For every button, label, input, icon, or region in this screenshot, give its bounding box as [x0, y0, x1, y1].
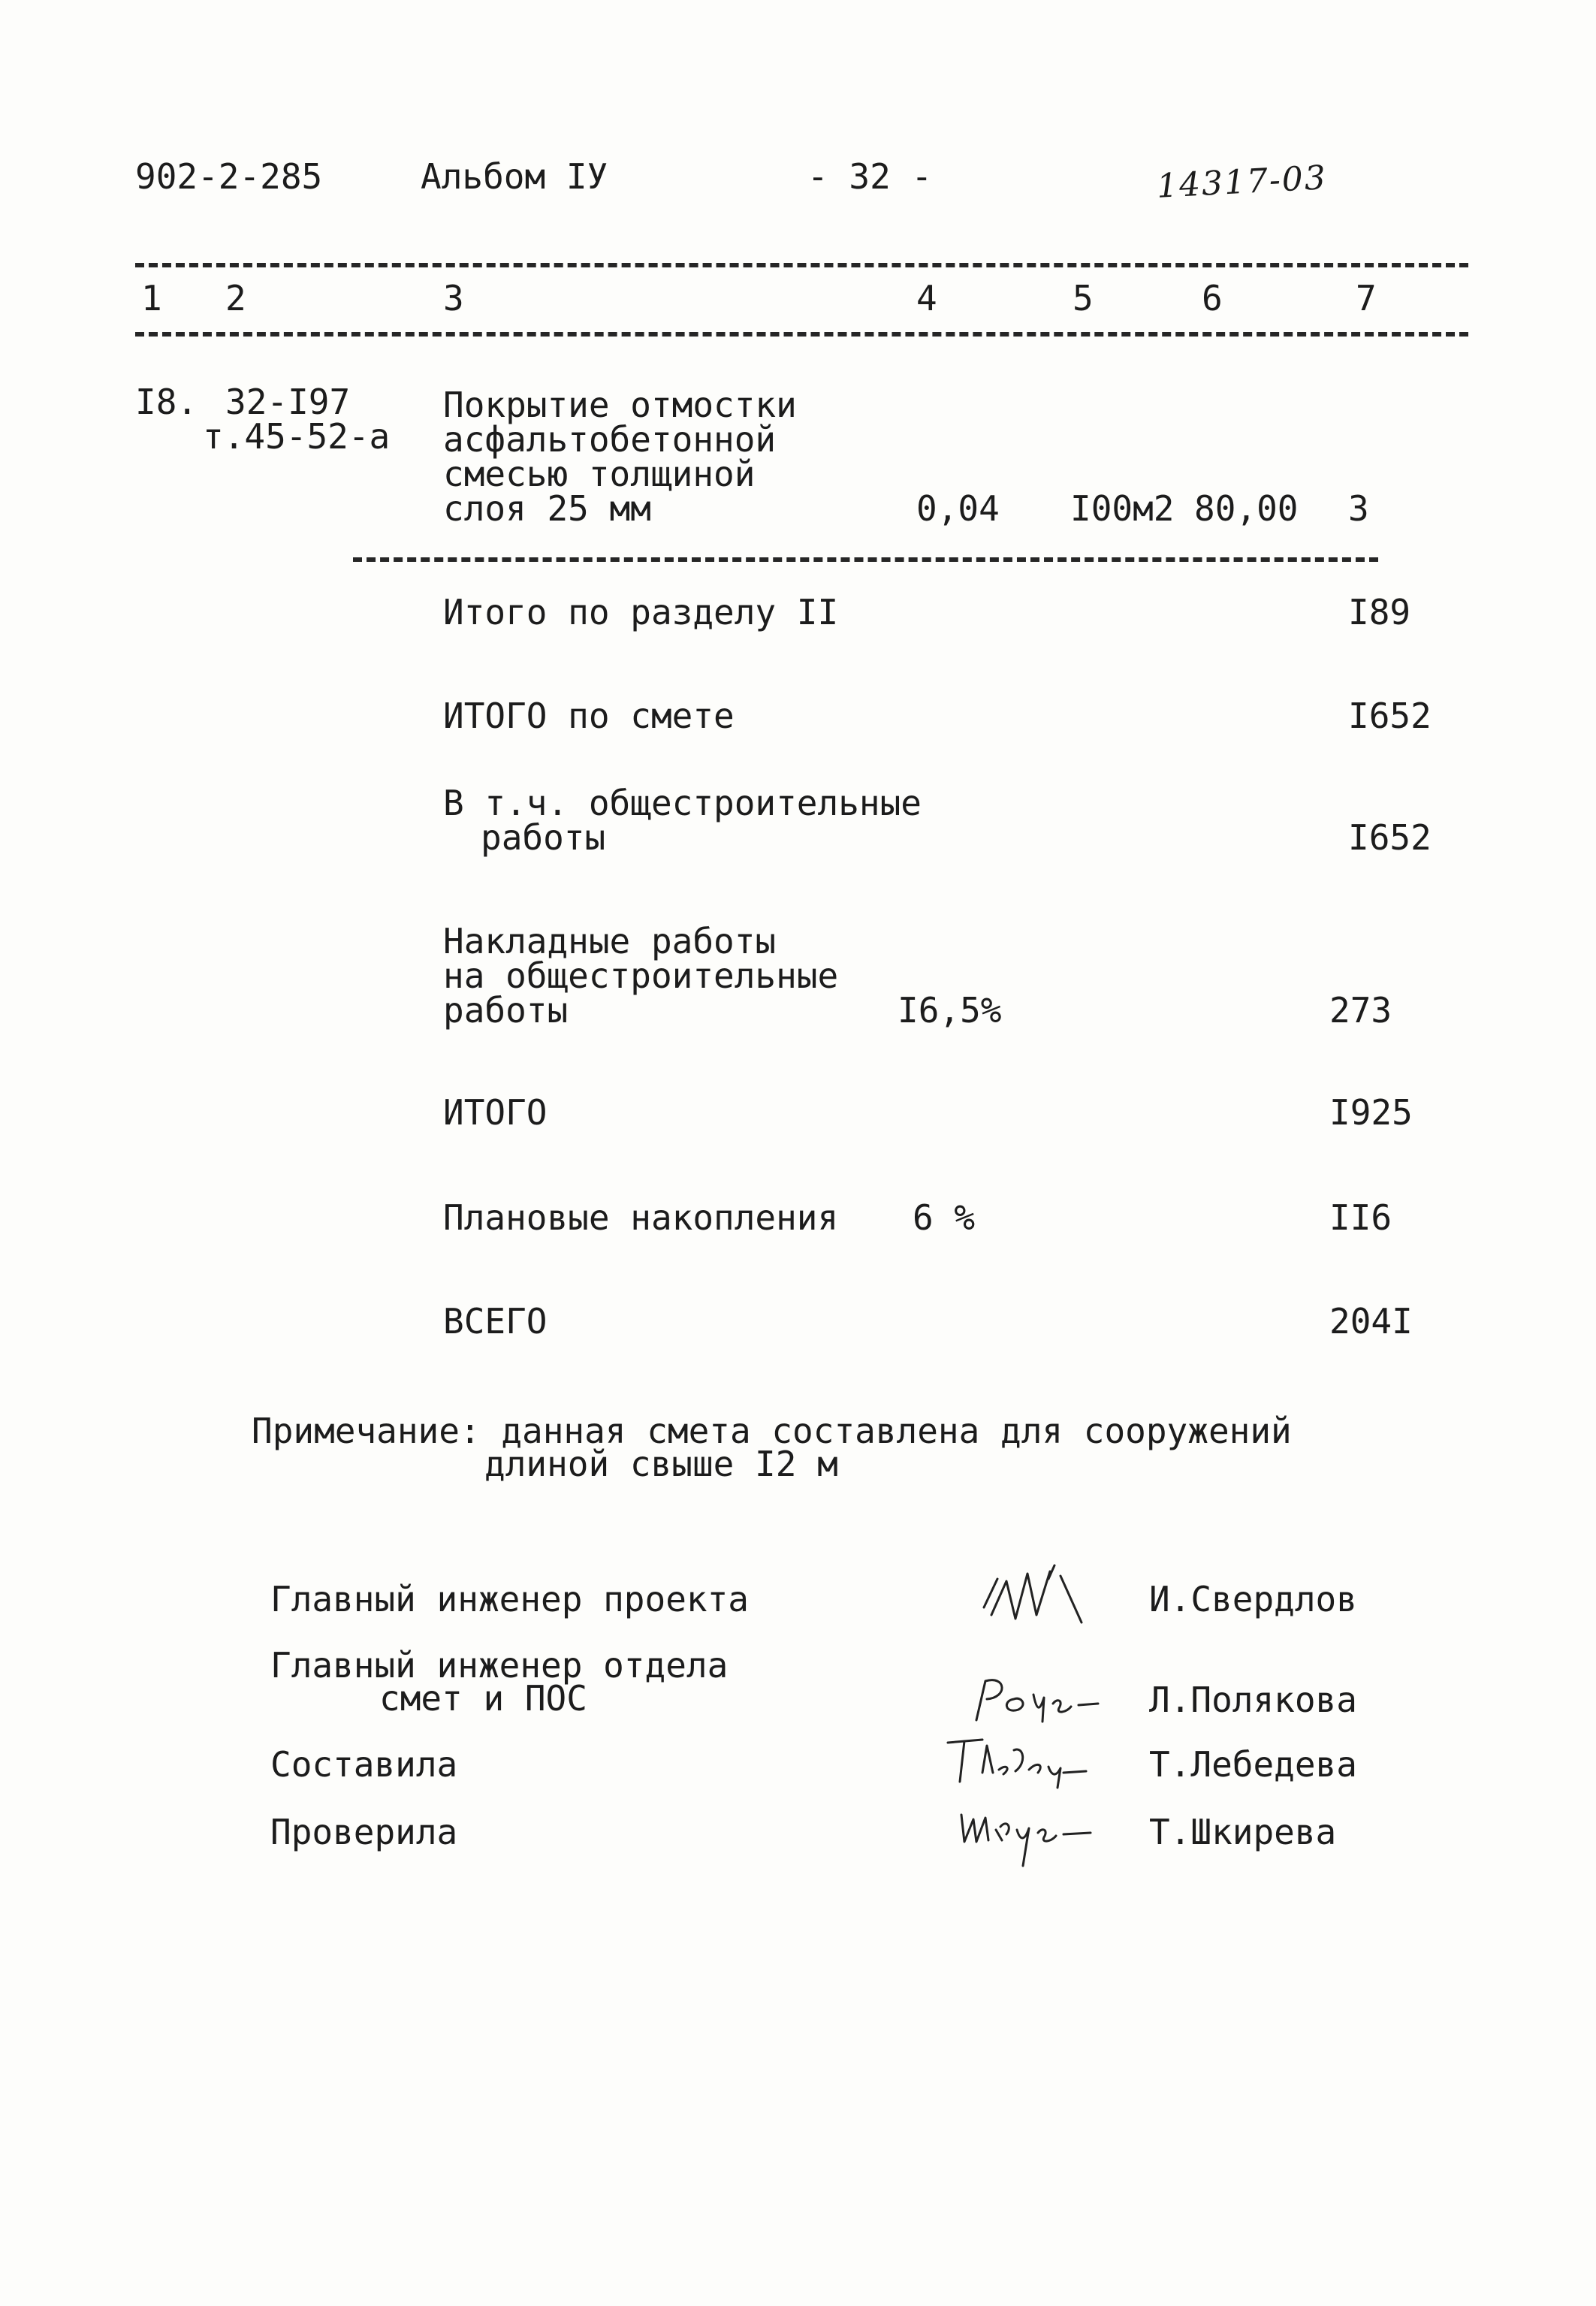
note-line2: длиной свыше I2 м — [484, 1444, 838, 1484]
general-works-value: I652 — [1348, 817, 1432, 858]
row-price: 80,00 — [1194, 488, 1299, 529]
overhead-label-line2: на общестроительные — [443, 955, 839, 996]
col-number-5: 5 — [1073, 278, 1094, 318]
overhead-label-line3: работы — [443, 990, 569, 1031]
row-code-line2: т.45-52-а — [203, 416, 391, 457]
signatory-name-3: Т.Лебедева — [1149, 1744, 1357, 1785]
signatory-name-4: Т.Шкирева — [1149, 1812, 1337, 1852]
overhead-label-line1: Накладные работы — [443, 921, 777, 961]
row-desc-line2: асфальтобетонной — [443, 419, 777, 460]
note-line1: Примечание: данная смета составлена для сооружений — [252, 1411, 1292, 1451]
row-number: I8. — [135, 382, 198, 422]
itogo-value: I925 — [1329, 1092, 1413, 1133]
signatory-role-3: Составила — [270, 1744, 458, 1785]
col-number-6: 6 — [1202, 278, 1223, 318]
handwritten-number: 14317-03 — [1155, 158, 1328, 206]
planned-savings-percent: 6 % — [913, 1197, 976, 1238]
col-number-1: 1 — [141, 278, 162, 318]
row-quantity: 0,04 — [916, 488, 1000, 529]
signatory-name-1: И.Свердлов — [1149, 1579, 1357, 1619]
overhead-value: 273 — [1329, 990, 1392, 1031]
estimate-total-label: ИТОГО по смете — [443, 696, 735, 736]
section-total-value: I89 — [1348, 592, 1411, 632]
general-works-label-line1: В т.ч. общестроительные — [443, 783, 922, 823]
row-desc-line4: слоя 25 мм — [443, 488, 651, 529]
page-number: - 32 - — [807, 156, 933, 197]
handwritten-signature-1 — [976, 1562, 1104, 1630]
row-total: 3 — [1348, 488, 1369, 529]
estimate-total-value: I652 — [1348, 696, 1432, 736]
handwritten-signature-3 — [939, 1728, 1089, 1795]
planned-savings-value: II6 — [1329, 1197, 1392, 1238]
row-separator-rule — [353, 557, 1378, 562]
overhead-percent: I6,5% — [898, 990, 1002, 1031]
header-top-rule — [135, 263, 1468, 267]
header-bottom-rule — [135, 332, 1468, 337]
section-total-label: Итого по разделу II — [443, 592, 839, 632]
planned-savings-label: Плановые накопления — [443, 1197, 839, 1238]
col-number-7: 7 — [1356, 278, 1377, 318]
general-works-label-line2: работы — [481, 817, 606, 858]
row-code-line1: 32-I97 — [225, 382, 351, 422]
signatory-role-4: Проверила — [270, 1812, 458, 1852]
signatory-role-2-line2: смет и ПОС — [379, 1678, 587, 1719]
col-number-4: 4 — [916, 278, 937, 318]
handwritten-signature-4 — [954, 1797, 1097, 1872]
col-number-3: 3 — [443, 278, 464, 318]
grand-total-value: 204I — [1329, 1301, 1413, 1342]
signatory-role-1: Главный инженер проекта — [270, 1579, 749, 1619]
signatory-name-2: Л.Полякова — [1149, 1680, 1357, 1720]
col-number-2: 2 — [225, 278, 246, 318]
itogo-label: ИТОГО — [443, 1092, 548, 1133]
grand-total-label: ВСЕГО — [443, 1301, 548, 1342]
document-code: 902-2-285 — [135, 156, 323, 197]
signatory-role-2: Главный инженер отдела — [270, 1645, 729, 1686]
album-label: Альбом IУ — [421, 156, 608, 197]
row-desc-line3: смесью толщиной — [443, 454, 756, 494]
row-unit: I00м2 — [1070, 488, 1175, 529]
handwritten-signature-2 — [969, 1668, 1104, 1735]
row-desc-line1: Покрытие отмостки — [443, 385, 797, 425]
